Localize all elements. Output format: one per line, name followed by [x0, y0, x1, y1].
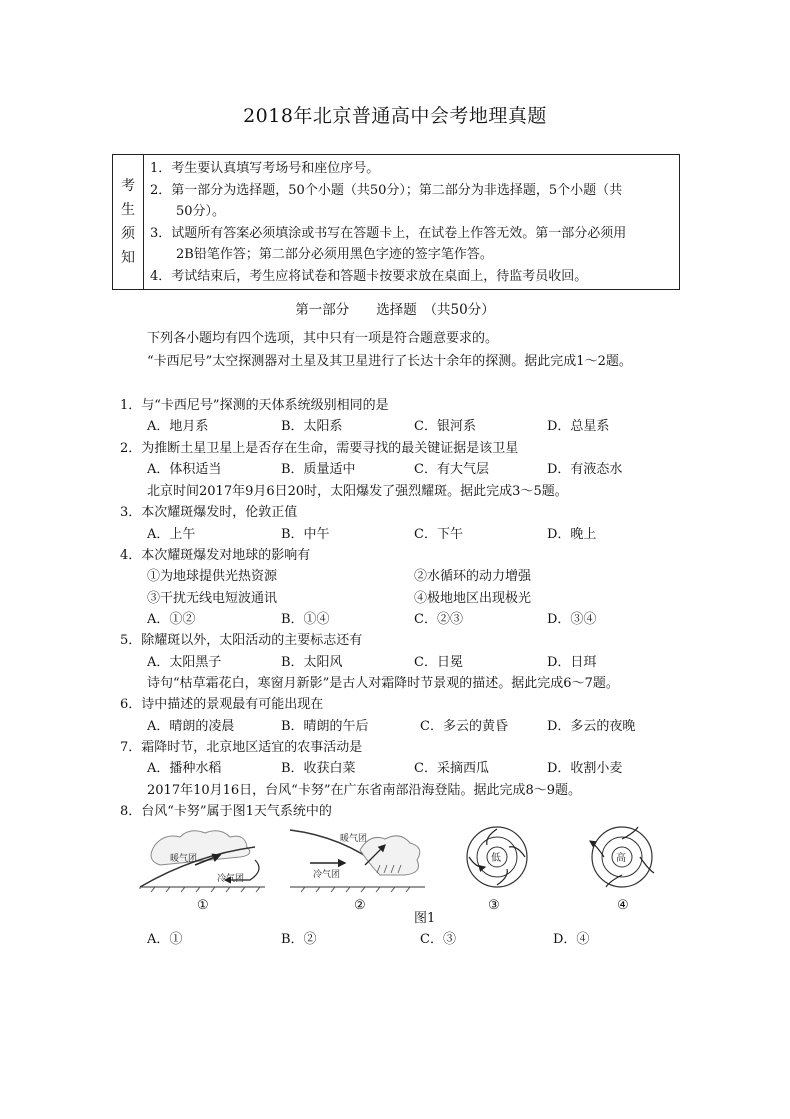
q4-statement-4: ④极地地区出现极光 [414, 591, 532, 606]
figure-1 [135, 825, 675, 897]
low-label: 低 [491, 853, 501, 864]
high-label: 高 [616, 853, 626, 864]
q4-option-a[interactable]: A．①② [147, 612, 196, 627]
q6-option-a[interactable]: A．晴朗的凌晨 [147, 719, 235, 734]
q6-option-d[interactable]: D．多云的夜晚 [547, 719, 636, 734]
q8-option-b[interactable]: B．② [281, 932, 317, 947]
q8-option-c[interactable]: C．③ [420, 932, 456, 947]
q8-option-a[interactable]: A．① [147, 932, 183, 947]
intro-text: 下列各小题均有四个选项，其中只有一项是符合题意要求的。 [147, 331, 499, 346]
figure-caption: 图1 [414, 911, 436, 926]
figure-label-3: ③ [488, 898, 500, 913]
q4-statement-2: ②水循环的动力增强 [414, 569, 532, 584]
notice-item: 4．考试结束后，考生应将试卷和答题卡按要求放在桌面上，待监考员收回。 [150, 268, 588, 284]
q7-option-a[interactable]: A．播种水稻 [147, 761, 222, 776]
notice-box [112, 154, 680, 290]
q2-option-d[interactable]: D．有液态水 [547, 462, 623, 477]
q8-option-d[interactable]: D．④ [553, 932, 590, 947]
question-8: 8．台风“卡努”属于图1天气系统中的 [120, 804, 332, 819]
question-7: 7．霜降时节，北京地区适宜的农事活动是 [120, 740, 363, 755]
part-title: 第一部分 选择题 （共50分） [295, 302, 495, 318]
question-5: 5．除耀斑以外，太阳活动的主要标志还有 [120, 633, 363, 648]
notice-items [144, 155, 680, 290]
q4-option-c[interactable]: C．②③ [414, 612, 463, 627]
q4-option-d[interactable]: D．③④ [547, 612, 597, 627]
q6-option-b[interactable]: B．晴朗的午后 [281, 719, 369, 734]
q7-option-c[interactable]: C．采摘西瓜 [414, 761, 489, 776]
cold-air-label-2: 冷气团 [313, 870, 341, 880]
stem-2: 北京时间2017年9月6日20时，太阳爆发了强烈耀斑。据此完成3～5题。 [147, 484, 568, 499]
q1-option-a[interactable]: A．地月系 [147, 419, 209, 434]
cold-front-diagram [290, 830, 425, 892]
figure-label-4: ④ [617, 898, 629, 913]
q6-option-c[interactable]: C．多云的黄昏 [420, 719, 508, 734]
notice-side-char: 知 [121, 250, 135, 266]
warm-air-label: 暖气团 [170, 854, 198, 864]
q3-option-b[interactable]: B．中午 [281, 527, 330, 542]
warm-air-label-2: 暖气团 [340, 834, 368, 844]
question-3: 3．本次耀斑爆发时，伦敦正值 [120, 505, 298, 520]
q1-option-b[interactable]: B．太阳系 [281, 419, 343, 434]
q5-option-d[interactable]: D．日珥 [547, 655, 597, 670]
q5-option-a[interactable]: A．太阳黑子 [147, 655, 222, 670]
q7-option-b[interactable]: B．收获白菜 [281, 761, 356, 776]
stem-4: 2017年10月16日，台风“卡努”在广东省南部沿海登陆。据此完成8～9题。 [147, 783, 582, 798]
q4-statement-3: ③干扰无线电短波通讯 [147, 591, 278, 606]
q1-option-c[interactable]: C．银河系 [414, 419, 476, 434]
q7-option-d[interactable]: D．收割小麦 [547, 761, 623, 776]
low-pressure-diagram [467, 827, 527, 887]
q3-option-a[interactable]: A．上午 [147, 527, 196, 542]
q2-option-c[interactable]: C．有大气层 [414, 462, 489, 477]
q4-option-b[interactable]: B．①④ [281, 612, 330, 627]
q5-option-b[interactable]: B．太阳风 [281, 655, 343, 670]
stem-1: “卡西尼号”太空探测器对土星及其卫星进行了长达十余年的探测。据此完成1～2题。 [147, 354, 632, 369]
notice-item: 2．第一部分为选择题，50个小题（共50分）；第二部分为非选择题，5个小题（共 [150, 182, 623, 198]
question-4: 4．本次耀斑爆发对地球的影响有 [120, 548, 311, 563]
figure-label-1: ① [197, 898, 209, 913]
q3-option-c[interactable]: C．下午 [414, 527, 463, 542]
question-1: 1．与“卡西尼号”探测的天体系统级别相同的是 [120, 398, 389, 413]
q5-option-c[interactable]: C．日冕 [414, 655, 463, 670]
q4-statement-1: ①为地球提供光热资源 [147, 569, 278, 584]
figure-label-2: ② [354, 898, 366, 913]
page-title: 2018年北京普通高中会考地理真题 [243, 105, 547, 127]
notice-side-char: 考 [121, 178, 135, 194]
notice-item-cont: 2B铅笔作答；第二部分必须用黑色字迹的签字笔作答。 [176, 247, 493, 262]
notice-item: 1．考生要认真填写考场号和座位序号。 [150, 161, 380, 176]
q1-option-d[interactable]: D．总星系 [547, 419, 610, 434]
q2-option-b[interactable]: B．质量适中 [281, 462, 356, 477]
notice-side-label [113, 155, 144, 290]
q2-option-a[interactable]: A．体积适当 [147, 462, 222, 477]
notice-item-cont: 50分）。 [176, 204, 226, 219]
question-2: 2．为推断土星卫星上是否存在生命，需要寻找的最关键证据是该卫星 [120, 441, 519, 456]
q3-option-d[interactable]: D．晚上 [547, 527, 597, 542]
notice-side-char: 生 [121, 202, 135, 218]
notice-side-char: 须 [121, 226, 135, 242]
question-6: 6．诗中描述的景观最有可能出现在 [120, 697, 324, 712]
stem-3: 诗句“枯草霜花白，寒窗月新影”是古人对霜降时节景观的描述。据此完成6～7题。 [147, 676, 619, 691]
cold-air-label: 冷气团 [217, 874, 245, 884]
high-pressure-diagram [590, 827, 654, 887]
warm-front-diagram [140, 831, 265, 892]
notice-item: 3．试题所有答案必须填涂或书写在答题卡上，在试卷上作答无效。第一部分必须用 [150, 225, 627, 241]
